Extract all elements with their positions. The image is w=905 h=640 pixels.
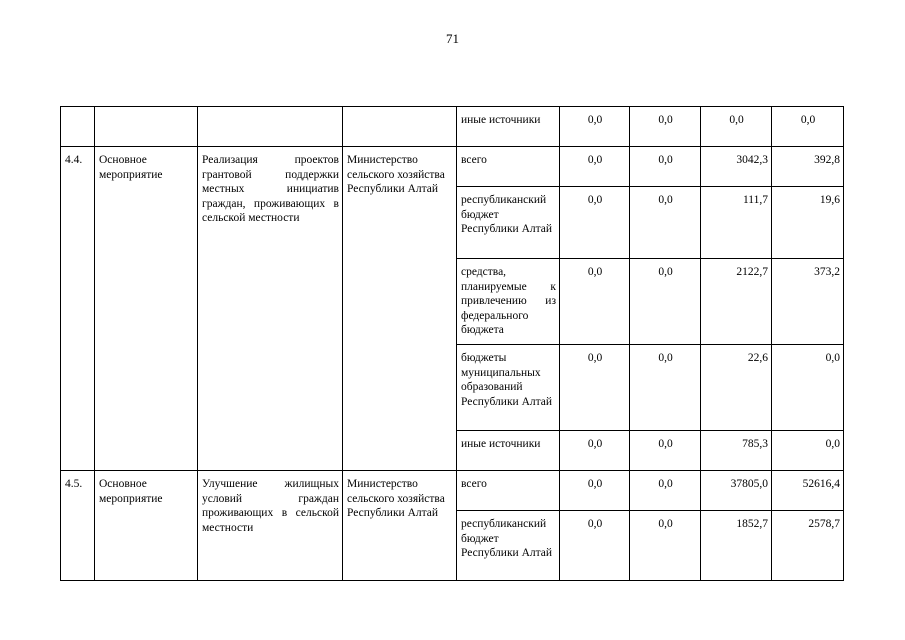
cell-source: всего	[457, 471, 560, 511]
page-number: 71	[446, 31, 459, 46]
cell-value: 0,0	[772, 107, 844, 147]
cell-name: Реализация проектов грантовой поддержки местных инициатив граждан, проживающих в сельской местности	[198, 147, 343, 471]
cell-source: республиканский бюджет Республики Алтай	[457, 511, 560, 581]
cell-value: 0,0	[630, 471, 701, 511]
cell-name: Улучшение жилищных условий граждан проживающих в сельской местности	[198, 471, 343, 581]
cell-value: 0,0	[701, 107, 772, 147]
cell-type	[95, 107, 198, 147]
cell-value: 392,8	[772, 147, 844, 187]
table-row	[61, 471, 844, 511]
cell-value: 0,0	[560, 345, 630, 431]
cell-value: 0,0	[772, 431, 844, 471]
cell-value: 373,2	[772, 259, 844, 345]
cell-value: 19,6	[772, 187, 844, 259]
cell-type: Основное мероприятие	[95, 471, 198, 581]
cell-num: 4.4.	[61, 147, 95, 471]
cell-value: 785,3	[701, 431, 772, 471]
cell-num	[61, 107, 95, 147]
cell-value: 2122,7	[701, 259, 772, 345]
budget-table	[60, 106, 844, 581]
cell-value: 2578,7	[772, 511, 844, 581]
cell-name	[198, 107, 343, 147]
cell-value: 0,0	[630, 187, 701, 259]
cell-value: 0,0	[560, 259, 630, 345]
cell-value: 0,0	[630, 147, 701, 187]
cell-num: 4.5.	[61, 471, 95, 581]
cell-value: 37805,0	[701, 471, 772, 511]
cell-value: 0,0	[560, 471, 630, 511]
cell-source: средства, планируемые к привлечению из федерального бюджета	[457, 259, 560, 345]
cell-value: 0,0	[560, 511, 630, 581]
cell-value: 3042,3	[701, 147, 772, 187]
cell-source: иные источники	[457, 107, 560, 147]
cell-value: 0,0	[560, 187, 630, 259]
cell-value: 0,0	[630, 431, 701, 471]
cell-value: 1852,7	[701, 511, 772, 581]
cell-source: всего	[457, 147, 560, 187]
cell-value: 0,0	[630, 511, 701, 581]
cell-value: 0,0	[560, 147, 630, 187]
cell-value: 52616,4	[772, 471, 844, 511]
cell-source: республиканский бюджет Республики Алтай	[457, 187, 560, 259]
cell-value: 0,0	[560, 107, 630, 147]
cell-value: 0,0	[560, 431, 630, 471]
cell-executor: Министерство сельского хозяйства Республики Алтай	[343, 471, 457, 581]
cell-value: 0,0	[630, 259, 701, 345]
cell-source: иные источники	[457, 431, 560, 471]
cell-value: 111,7	[701, 187, 772, 259]
cell-type: Основное мероприятие	[95, 147, 198, 471]
cell-value: 22,6	[701, 345, 772, 431]
cell-executor	[343, 107, 457, 147]
table-row	[61, 147, 844, 187]
table-row	[61, 107, 844, 147]
cell-value: 0,0	[772, 345, 844, 431]
cell-value: 0,0	[630, 345, 701, 431]
cell-source: бюджеты муниципальных образований Республики Алтай	[457, 345, 560, 431]
cell-executor: Министерство сельского хозяйства Республики Алтай	[343, 147, 457, 471]
cell-value: 0,0	[630, 107, 701, 147]
